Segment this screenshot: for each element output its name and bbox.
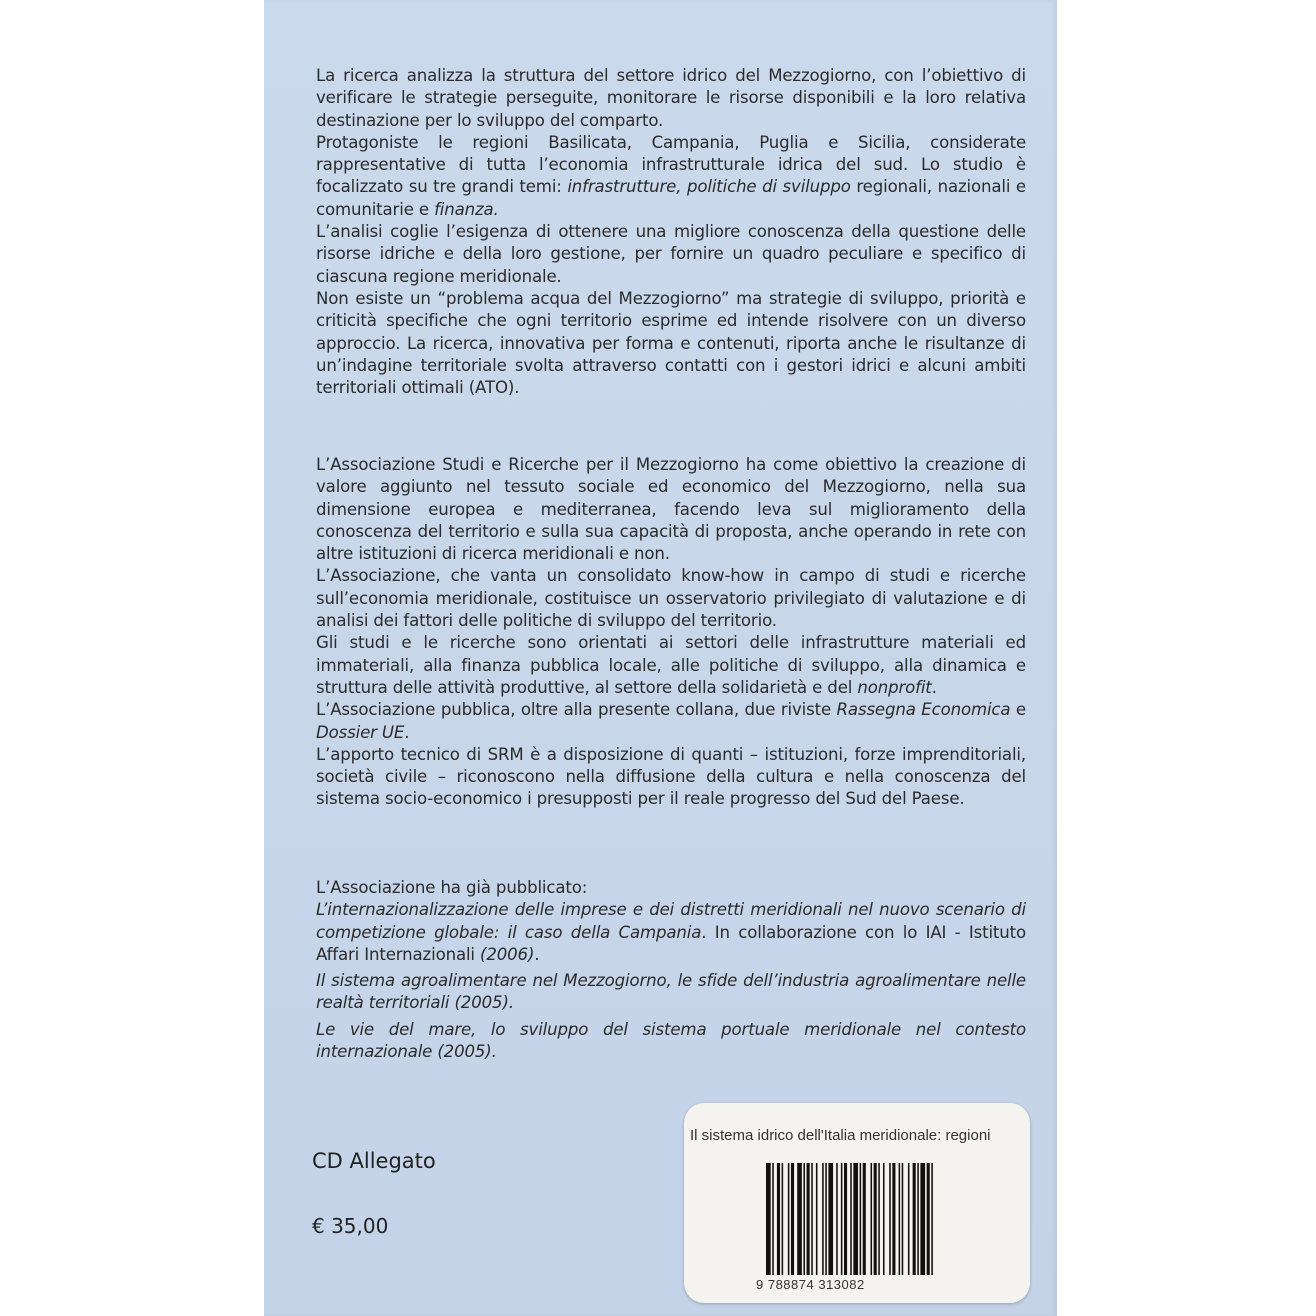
barcode-bar (788, 1163, 790, 1275)
publications-intro: L’Associazione ha già pubblicato: (316, 878, 588, 897)
barcode-bar (908, 1163, 910, 1275)
association-paragraph-2: L’Associazione, che vanta un consolidato know-how in campo di studi e ricerche sull’economia meridionale, costituisce un osservatorio privilegiato di valutazione e di analisi dei fattori delle politiche di sviluppo del territorio. (316, 566, 1026, 631)
text-span: e (1010, 700, 1026, 720)
barcode-bar (807, 1163, 810, 1275)
barcode-bar (878, 1163, 880, 1275)
barcode-bar (889, 1163, 891, 1275)
barcode-bar (836, 1163, 838, 1275)
italic-span: infrastrutture, politiche di sviluppo (567, 177, 851, 197)
text-span: regionali, nazionali e comunitarie e (316, 177, 1026, 219)
barcode-bar (844, 1163, 847, 1275)
synopsis-paragraph-4: Non esiste un “problema acqua del Mezzogiorno” ma strategie di sviluppo, priorità e criticità specifiche che ogni territorio esprime ed intende risolvere con un diverso approccio. La ricerca, innovativa per forma e contenuti, riporta anche le risultanze di un’indagine territoriale svolta attraverso contatti con i gestori idrici e alcuni ambiti territoriali ottimali (ATO). (316, 288, 1026, 398)
barcode-bar (803, 1163, 805, 1275)
barcode-bar (892, 1163, 895, 1275)
synopsis-paragraph-1: La ricerca analizza la struttura del settore idrico del Mezzogiorno, con l’obiettivo di verificare le strategie perseguite, monitorare le risorse disponibili e la loro relativa destinazione per lo sviluppo del comparto. (316, 66, 1026, 130)
barcode-bar (871, 1163, 873, 1275)
barcode-bar (874, 1163, 877, 1275)
synopsis-paragraph-2 (316, 132, 1026, 221)
barcode-bar (931, 1163, 933, 1275)
text-span: . In collaborazione con lo IAI - Istituto Affari Internazionali (316, 922, 1026, 964)
barcode-digits: 9 788874 313082 (756, 1277, 865, 1292)
barcode-bar (828, 1163, 833, 1275)
italic-span: finanza. (434, 199, 499, 219)
price-label: € 35,00 (312, 1214, 389, 1238)
publication-item (316, 970, 1026, 1015)
association-paragraph-4 (316, 699, 1026, 744)
text-span: Gli studi e le ricerche sono orientati ai settori delle infrastrutture materiali ed immateriali, alla finanza pubblica locale, alle politiche di sviluppo, alla dinamica e struttura delle attività produttive, al settore della solidarietà e del (316, 633, 1026, 697)
barcode-bar (816, 1163, 818, 1275)
barcode-bar (791, 1163, 794, 1275)
sticker-title: Il sistema idrico dell'Italia meridionale: regioni (690, 1127, 991, 1144)
barcode-sticker (684, 1103, 1030, 1303)
barcode-bar (811, 1163, 813, 1275)
association-paragraph-5: L’apporto tecnico di SRM è a disposizione di quanti – istituzioni, forze imprenditoriali, società civile – riconoscono nella diffusione della cultura e nella conoscenza del sistema socio-economico i presupposti per il reale progresso del Sud del Paese. (316, 744, 1026, 809)
publication-item (316, 899, 1026, 966)
barcode (766, 1163, 936, 1275)
text-span: . (534, 944, 540, 964)
text-span: Protagoniste le regioni Basilicata, Campania, Puglia e Sicilia, considerate rappresentative di tutta l’economia infrastrutturale idrica del sud. Lo studio è focalizzato su tre grandi temi: (316, 132, 1026, 197)
italic-span: Dossier UE (316, 722, 405, 742)
barcode-bar (797, 1163, 802, 1275)
italic-span: L’internazionalizzazione delle imprese e dei distretti meridionali nel nuovo scenario di competizione globale: il caso della Campania (316, 900, 1026, 942)
barcode-bar (863, 1163, 866, 1275)
barcode-bar (822, 1163, 824, 1275)
publication-item (316, 1019, 1026, 1064)
publications-block (316, 877, 1026, 1063)
text-span: L’Associazione pubblica, oltre alla presente collana, due riviste (316, 700, 837, 720)
barcode-bar (920, 1163, 925, 1275)
cd-attachment-label: CD Allegato (312, 1149, 436, 1173)
italic-span: (2006) (480, 944, 535, 964)
text-span: . (404, 722, 410, 742)
barcode-bar (841, 1163, 843, 1275)
barcode-bar (850, 1163, 852, 1275)
text-span: . (931, 677, 937, 697)
barcode-bar (766, 1163, 771, 1275)
association-block (316, 454, 1026, 811)
synopsis-paragraph-3: L’analisi coglie l’esigenza di ottenere una migliore conoscenza della questione delle risorse idriche e della loro gestione, per fornire un quadro peculiare e specifico di ciascuna regione meridionale. (316, 222, 1026, 286)
barcode-bar (772, 1163, 774, 1275)
italic-span: Le vie del mare, lo sviluppo del sistema portuale meridionale nel contesto internazionale (2005). (316, 1019, 1026, 1062)
barcode-bar (902, 1163, 904, 1275)
italic-span: Rassegna Economica (836, 700, 1011, 720)
synopsis-block (316, 65, 1026, 399)
barcode-bar (782, 1163, 784, 1275)
association-paragraph-1: L’Associazione Studi e Ricerche per il Mezzogiorno ha come obiettivo la creazione di valore aggiunto nel tessuto sociale ed economico del Mezzogiorno, nella sua dimensione europea e mediterranea, facendo leva sul miglioramento della conoscenza del territorio e sulla sua capacità di proposta, anche operando in rete con altre istituzioni di ricerca meridionali e non. (316, 455, 1026, 564)
italic-span: Il sistema agroalimentare nel Mezzogiorno, le sfide dell’industria agroalimentare nelle realtà territoriali (2005). (316, 971, 1026, 1013)
italic-span: nonprofit (857, 677, 932, 697)
barcode-bar (927, 1163, 930, 1275)
barcode-bar (917, 1163, 919, 1275)
barcode-bar (883, 1163, 885, 1275)
barcode-bar (899, 1163, 901, 1275)
barcode-bar (777, 1163, 780, 1275)
barcode-bar (825, 1163, 827, 1275)
barcode-bar (913, 1163, 916, 1275)
barcode-bar (860, 1163, 862, 1275)
association-paragraph-3 (316, 632, 1026, 699)
barcode-bar (853, 1163, 858, 1275)
